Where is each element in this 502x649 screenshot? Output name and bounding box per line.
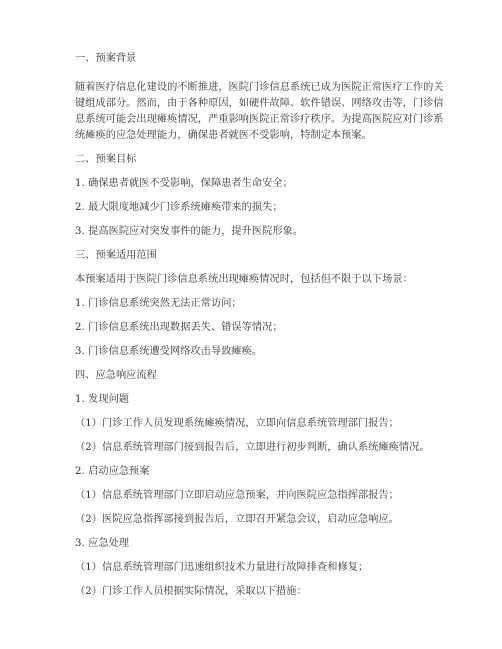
- paragraph-line: 本预案适用于医院门诊信息系统出现瘫痪情况时，包括但不限于以下场景：: [75, 274, 413, 285]
- list-item: （2）信息系统管理部门接到报告后，立即进行初步判断，确认系统瘫痪情况。: [75, 442, 430, 453]
- list-item: （1）信息系统管理部门迅速组织技术力量进行故障排查和修复；: [75, 562, 369, 573]
- paragraph-line: 统瘫痪的应急处理能力，确保患者就医不受影响，特制定本预案。: [75, 130, 372, 141]
- step-title: 1. 发现问题: [75, 394, 130, 405]
- list-item: 3. 门诊信息系统遭受网络攻击导致瘫痪。: [75, 346, 263, 357]
- list-item: 2. 门诊信息系统出现数据丢失、错误等情况；: [75, 322, 283, 333]
- section-heading-background: 一、预案背景: [75, 53, 137, 64]
- list-item: （2）医院应急指挥部接到报告后，立即召开紧急会议，启动应急响应。: [75, 514, 399, 525]
- list-item: 1. 门诊信息系统突然无法正常访问；: [75, 298, 242, 309]
- section-heading-scope: 三、预案适用范围: [75, 250, 157, 261]
- list-item: （1）门诊工作人员发现系统瘫痪情况，立即向信息系统管理部门报告；: [75, 418, 399, 429]
- list-item: （1）信息系统管理部门立即启动应急预案，并向医院应急指挥部报告；: [75, 490, 399, 501]
- paragraph-line: 键组成部分。然而，由于各种原因，如硬件故障、软件错误、网络攻击等，门诊信: [75, 98, 444, 109]
- list-item: 3. 提高医院应对突发事件的能力，提升医院形象。: [75, 226, 304, 237]
- step-title: 2. 启动应急预案: [75, 466, 150, 477]
- paragraph-line: 息系统可能会出现瘫痪情况，严重影响医院正常诊疗秩序。为提高医院应对门诊系: [75, 114, 444, 125]
- paragraph-line: 随着医疗信息化建设的不断推进，医院门诊信息系统已成为医院正常医疗工作的关: [75, 82, 444, 93]
- list-item: 2. 最大限度地减少门诊系统瘫痪带来的损失；: [75, 202, 283, 213]
- step-title: 3. 应急处理: [75, 538, 130, 549]
- section-heading-goals: 二、预案目标: [75, 154, 137, 165]
- list-item: （2）门诊工作人员根据实际情况，采取以下措施：: [75, 586, 307, 597]
- list-item: 1. 确保患者就医不受影响，保障患者生命安全；: [75, 178, 293, 189]
- section-heading-response-flow: 四、应急响应流程: [75, 370, 157, 381]
